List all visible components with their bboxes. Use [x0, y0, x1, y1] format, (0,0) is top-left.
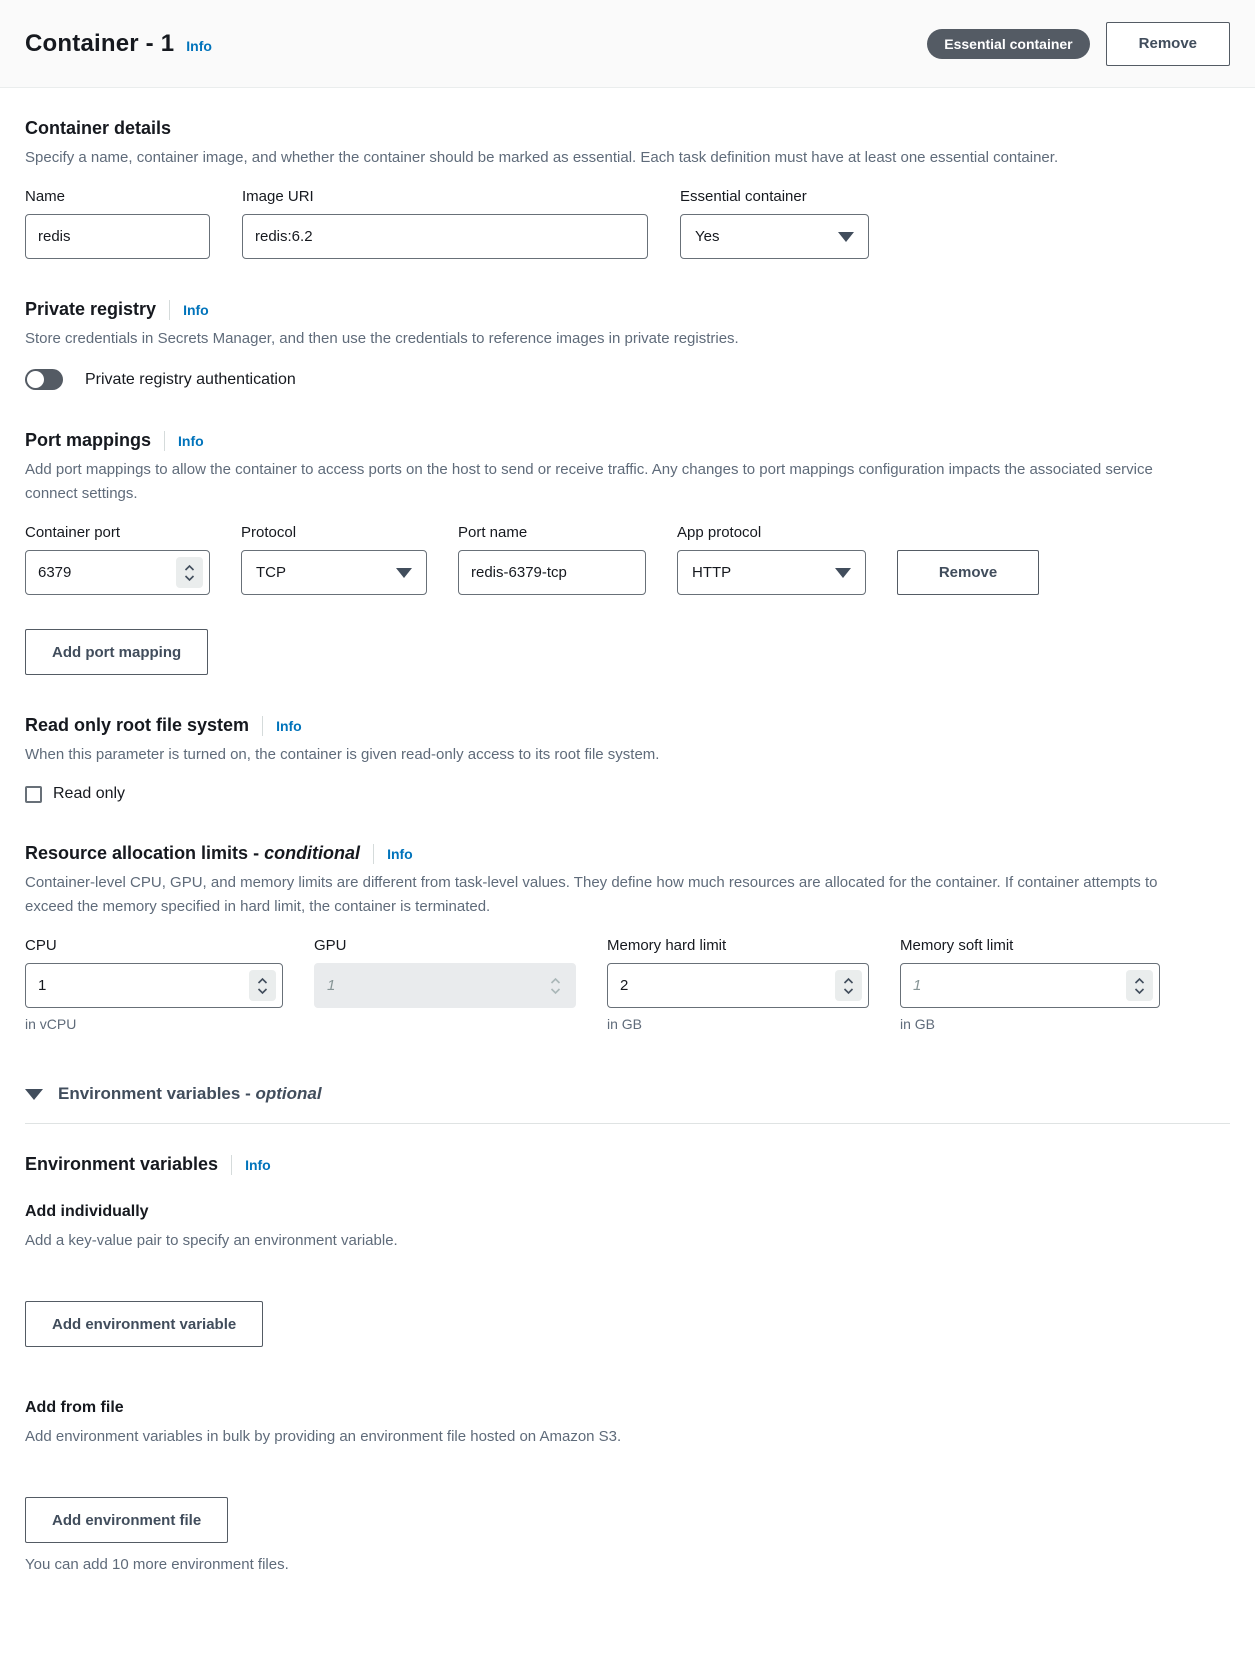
environment-files-remaining-note: You can add 10 more environment files. [25, 1556, 289, 1573]
container-port-stepper[interactable] [176, 557, 203, 588]
environment-variables-section [25, 1154, 1230, 1573]
name-input[interactable] [25, 214, 210, 259]
caret-down-icon [396, 568, 412, 578]
app-protocol-selected-value: HTTP [692, 564, 732, 581]
memory-soft-limit-stepper[interactable] [1126, 970, 1153, 1001]
add-individually-title: Add individually [25, 1203, 149, 1220]
cpu-stepper[interactable] [249, 970, 276, 1001]
essential-container-label: Essential container [680, 188, 807, 205]
read-only-root-title: Read only root file system [25, 715, 250, 735]
environment-variables-info-link[interactable]: Info [245, 1156, 271, 1173]
chevron-up-icon [184, 564, 195, 572]
protocol-select[interactable] [241, 550, 427, 595]
memory-hard-limit-input[interactable] [607, 963, 869, 1008]
container-info-link[interactable]: Info [186, 37, 212, 54]
remove-port-mapping-button[interactable]: Remove [897, 550, 1039, 595]
port-mapping-row [25, 524, 1230, 595]
port-mappings-section [25, 430, 1230, 675]
gpu-stepper [542, 970, 569, 1001]
environment-variables-title: Environment variables [25, 1154, 219, 1174]
essential-container-selected-value: Yes [695, 228, 720, 245]
app-protocol-select[interactable] [677, 550, 866, 595]
read-only-root-description: When this parameter is turned on, the container is given read-only access to its root file system. [25, 746, 660, 763]
chevron-down-icon [257, 987, 268, 995]
resource-limits-description: Container-level CPU, GPU, and memory limits are different from task-level values. They define how much resources are allocated for the container. If container attempts to exceed the memory specified in hard limit, the container is terminated. [25, 874, 1158, 915]
caret-down-icon [835, 568, 851, 578]
gpu-input [314, 963, 576, 1008]
chevron-down-icon [1134, 987, 1145, 995]
toggle-knob [27, 371, 44, 388]
read-only-checkbox[interactable] [25, 786, 42, 803]
heading-separator [169, 300, 170, 320]
private-registry-description: Store credentials in Secrets Manager, and then use the credentials to reference images in private registries. [25, 330, 739, 347]
expander-caret-down-icon [25, 1089, 43, 1100]
memory-soft-limit-helper-text: in GB [900, 1016, 936, 1032]
essential-container-select[interactable] [680, 214, 869, 259]
environment-variables-expander[interactable] [25, 1084, 1230, 1104]
essential-container-badge: Essential container [927, 29, 1089, 59]
port-mappings-title: Port mappings [25, 430, 152, 450]
read-only-root-info-link[interactable]: Info [276, 717, 302, 734]
caret-down-icon [838, 232, 854, 242]
resource-limits-title: Resource allocation limits - conditional [25, 843, 361, 863]
read-only-checkbox-label: Read only [53, 785, 126, 802]
memory-hard-limit-stepper[interactable] [835, 970, 862, 1001]
add-environment-variable-button[interactable]: Add environment variable [25, 1301, 263, 1347]
environment-variables-expander-optional: optional [255, 1084, 322, 1103]
add-port-mapping-button[interactable]: Add port mapping [25, 629, 208, 675]
private-registry-toggle[interactable] [25, 369, 63, 390]
chevron-up-icon [550, 977, 561, 985]
add-environment-file-button[interactable]: Add environment file [25, 1497, 228, 1543]
heading-separator [164, 431, 165, 451]
add-from-file-title: Add from file [25, 1399, 124, 1416]
name-label: Name [25, 188, 66, 205]
cpu-helper-text: in vCPU [25, 1016, 77, 1032]
memory-soft-limit-input[interactable] [900, 963, 1160, 1008]
image-uri-label: Image URI [242, 188, 314, 205]
private-registry-info-link[interactable]: Info [183, 301, 209, 318]
remove-container-button[interactable]: Remove [1106, 22, 1230, 66]
resource-limits-info-link[interactable]: Info [387, 845, 413, 862]
add-individually-description: Add a key-value pair to specify an environment variable. [25, 1232, 398, 1249]
chevron-up-icon [843, 977, 854, 985]
read-only-root-section [25, 715, 1230, 803]
chevron-down-icon [550, 987, 561, 995]
image-uri-input[interactable] [242, 214, 648, 259]
cpu-label: CPU [25, 937, 57, 954]
chevron-down-icon [843, 987, 854, 995]
chevron-up-icon [1134, 977, 1145, 985]
container-details-section [25, 118, 1230, 259]
protocol-selected-value: TCP [256, 564, 286, 581]
chevron-down-icon [184, 574, 195, 582]
port-name-input[interactable] [458, 550, 646, 595]
heading-separator [231, 1155, 232, 1175]
cpu-input[interactable] [25, 963, 283, 1008]
port-name-label: Port name [458, 524, 528, 541]
port-mappings-info-link[interactable]: Info [178, 432, 204, 449]
heading-separator [262, 716, 263, 736]
memory-hard-limit-label: Memory hard limit [607, 937, 727, 954]
container-port-label: Container port [25, 524, 121, 541]
protocol-label: Protocol [241, 524, 297, 541]
memory-soft-limit-label: Memory soft limit [900, 937, 1014, 954]
container-details-title: Container details [25, 118, 172, 138]
add-from-file-description: Add environment variables in bulk by providing an environment file hosted on Amazon S3. [25, 1428, 622, 1445]
container-details-description: Specify a name, container image, and whether the container should be marked as essential. Each task definition must have at least one essential container. [25, 149, 1059, 166]
private-registry-title: Private registry [25, 299, 157, 319]
container-section-header [0, 0, 1255, 88]
heading-separator [373, 844, 374, 864]
chevron-up-icon [257, 977, 268, 985]
app-protocol-label: App protocol [677, 524, 762, 541]
port-mappings-description: Add port mappings to allow the container to access ports on the host to send or receive traffic. Any changes to port mappings configuration impacts the associated service connect settings. [25, 461, 1153, 502]
environment-variables-expander-title: Environment variables - optional [58, 1084, 322, 1103]
gpu-label: GPU [314, 937, 347, 954]
page-title: Container - 1 [25, 29, 175, 57]
resource-limits-section [25, 843, 1230, 1032]
private-registry-section [25, 299, 1230, 390]
memory-hard-limit-helper-text: in GB [607, 1016, 643, 1032]
section-divider [25, 1123, 1230, 1124]
resource-limits-title-conditional: conditional [264, 843, 361, 863]
private-registry-toggle-label: Private registry authentication [85, 370, 296, 388]
